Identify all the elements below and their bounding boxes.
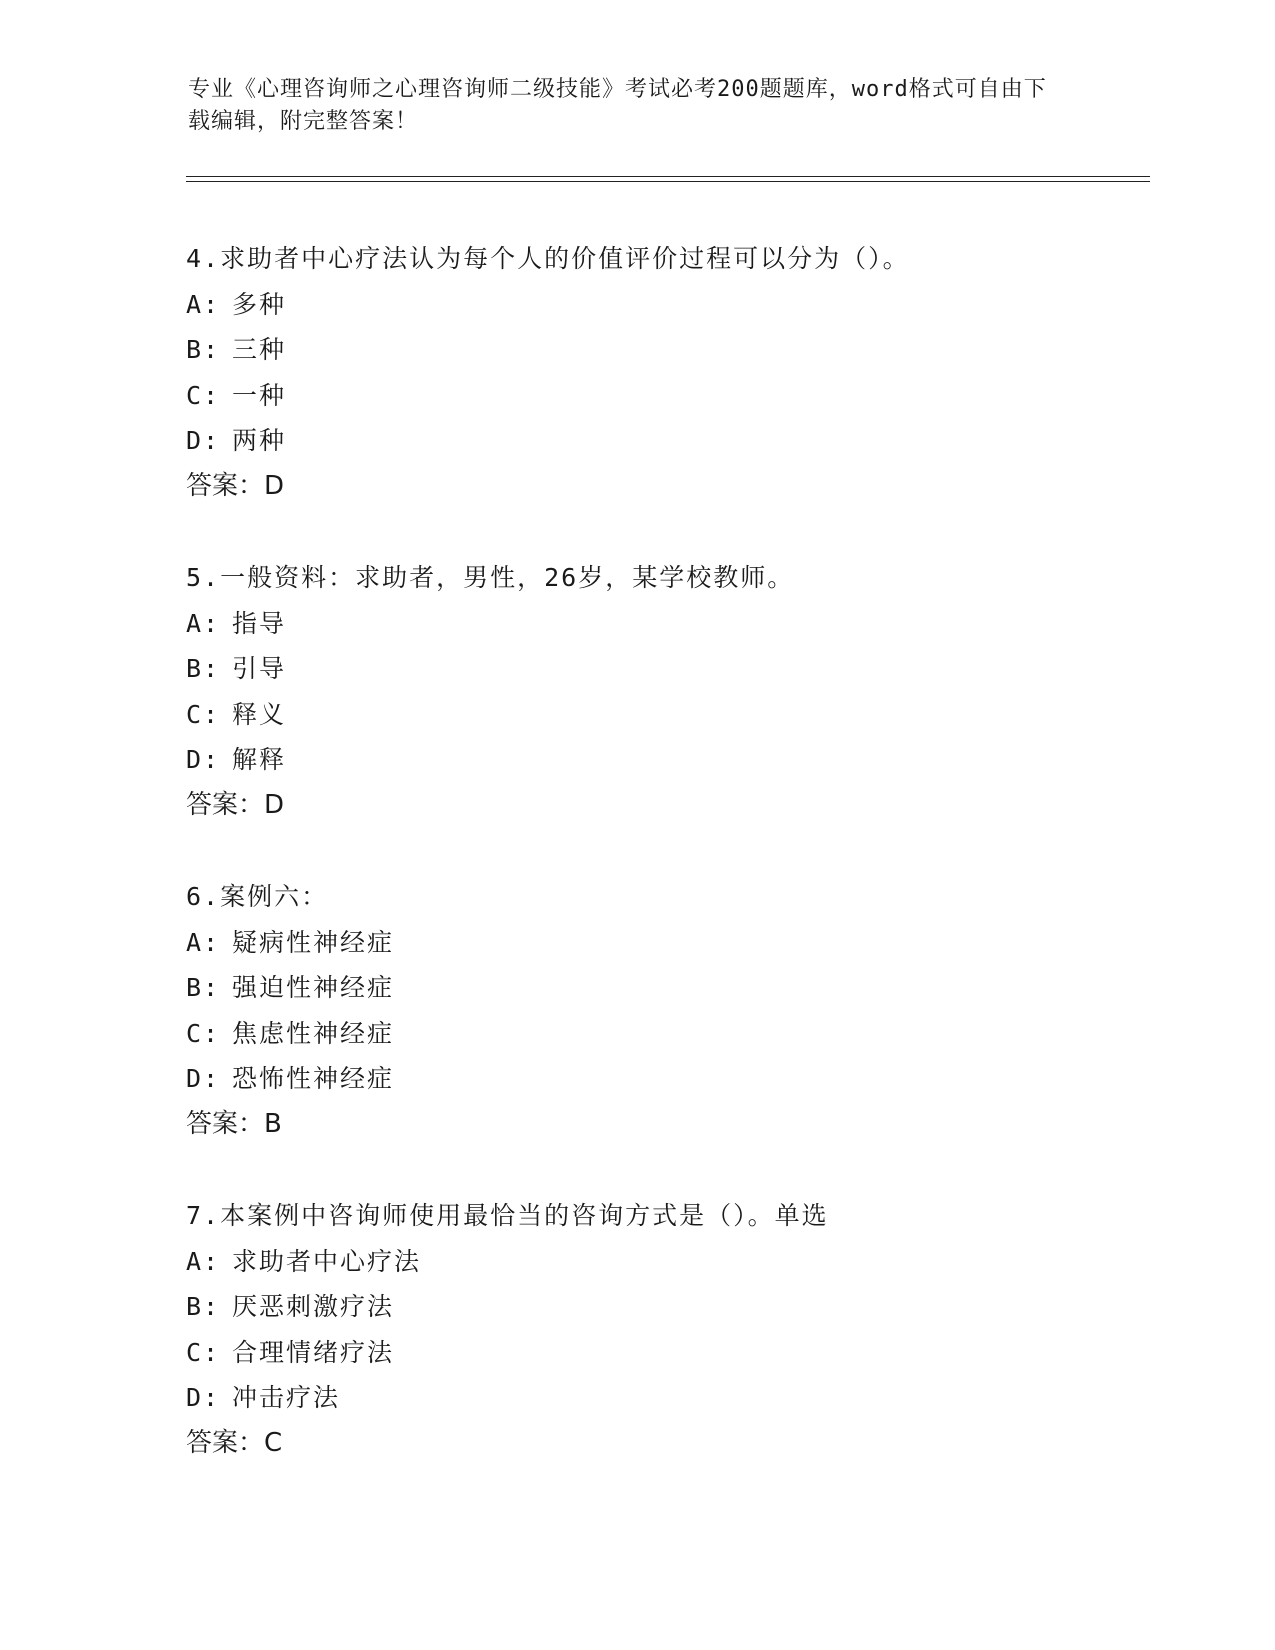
answer-line: 答案：B (186, 1108, 282, 1139)
option-a (186, 1239, 1146, 1285)
option-letter: C: (186, 699, 221, 729)
option-letter: B: (186, 1292, 221, 1321)
option-letter: B: (186, 335, 221, 364)
option-text: 恐怖性神经症 (232, 1064, 395, 1093)
option-text: 指导 (232, 608, 287, 638)
question-stem: 6.案例六： (186, 882, 329, 911)
option-text: 解释 (232, 745, 287, 774)
option-c (186, 1330, 1146, 1376)
option-letter: A: (186, 608, 221, 638)
option-text: 疑病性神经症 (232, 927, 395, 957)
option-letter: B: (186, 973, 221, 1002)
option-b (186, 1284, 1146, 1330)
option-c (186, 692, 1146, 738)
option-d (186, 1375, 1146, 1421)
option-a (186, 282, 1146, 328)
option-text: 合理情绪疗法 (232, 1337, 395, 1367)
option-text: 多种 (232, 289, 287, 319)
option-letter: A: (186, 1246, 221, 1276)
document-intro: 专业《心理咨询师之心理咨询师二级技能》考试必考200题题库，word格式可自由下载编辑，附完整答案！ (188, 77, 1047, 134)
option-letter: C: (186, 380, 221, 410)
option-text: 求助者中心疗法 (232, 1246, 422, 1276)
option-letter: C: (186, 1018, 221, 1048)
option-text: 厌恶刺激疗法 (232, 1292, 395, 1321)
option-c (186, 1011, 1146, 1057)
answer-line: 答案：D (186, 470, 285, 501)
option-letter: D: (186, 1064, 221, 1093)
question-block (186, 1193, 1146, 1466)
option-c (186, 373, 1146, 419)
option-letter: C: (186, 1337, 221, 1367)
option-text: 强迫性神经症 (232, 973, 395, 1002)
option-b (186, 646, 1146, 692)
option-text: 释义 (232, 699, 287, 729)
option-letter: B: (186, 654, 221, 683)
question-block (186, 236, 1146, 509)
option-text: 冲击疗法 (232, 1383, 341, 1412)
header-divider-top (186, 176, 1150, 177)
option-b (186, 965, 1146, 1011)
option-letter: A: (186, 927, 221, 957)
option-b (186, 327, 1146, 373)
option-d (186, 418, 1146, 464)
option-text: 三种 (232, 335, 287, 364)
option-text: 两种 (232, 426, 287, 455)
option-text: 一种 (232, 380, 287, 410)
option-letter: D: (186, 1383, 221, 1412)
question-block (186, 874, 1146, 1147)
answer-line: 答案：C (186, 1427, 283, 1458)
question-stem: 5.一般资料：求助者，男性，26岁，某学校教师。 (186, 563, 795, 592)
option-letter: A: (186, 289, 221, 319)
question-block (186, 555, 1146, 828)
option-text: 引导 (232, 654, 287, 683)
answer-line: 答案：D (186, 789, 285, 820)
question-stem: 7.本案例中咨询师使用最恰当的咨询方式是（）。单选 (186, 1201, 829, 1230)
option-letter: D: (186, 426, 221, 455)
option-a (186, 601, 1146, 647)
header-divider-bottom (186, 181, 1150, 182)
option-a (186, 920, 1146, 966)
option-d (186, 1056, 1146, 1102)
option-d (186, 737, 1146, 783)
question-stem: 4.求助者中心疗法认为每个人的价值评价过程可以分为（）。 (186, 244, 910, 273)
option-letter: D: (186, 745, 221, 774)
option-text: 焦虑性神经症 (232, 1018, 395, 1048)
